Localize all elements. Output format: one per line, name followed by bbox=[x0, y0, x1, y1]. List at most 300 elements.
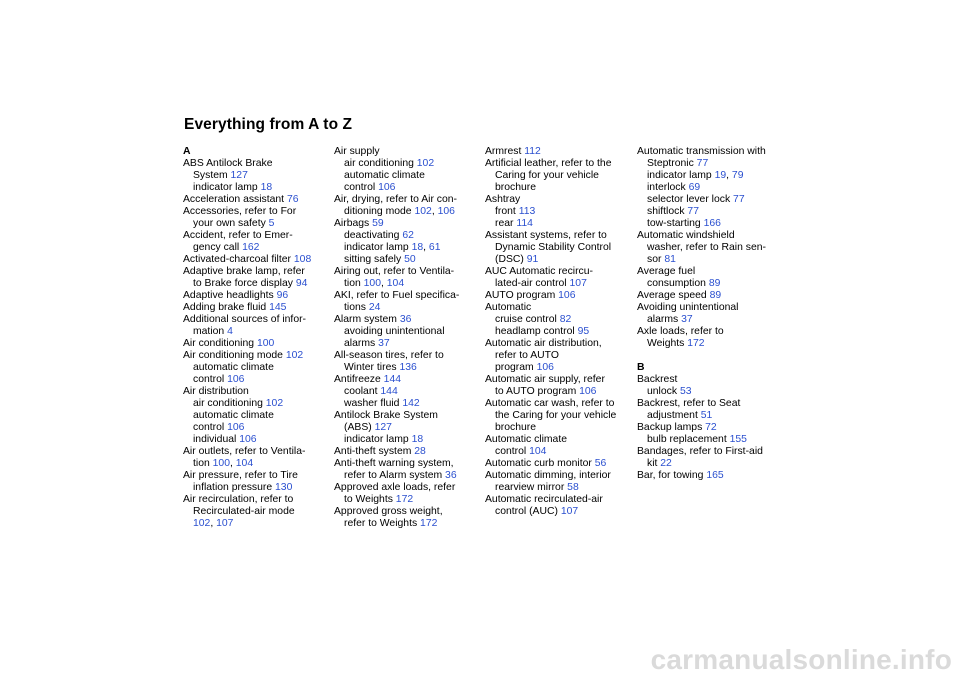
index-entry-text: Adding brake fluid bbox=[183, 302, 270, 313]
page-reference-link[interactable]: 104 bbox=[386, 278, 405, 289]
index-entry bbox=[183, 314, 323, 326]
index-entry-text: System bbox=[193, 170, 231, 181]
index-entry-text: Approved axle loads, refer bbox=[334, 482, 456, 493]
index-entry bbox=[637, 374, 777, 386]
index-entry-text: alarms bbox=[344, 338, 379, 349]
index-entry-text: refer to AUTO bbox=[495, 350, 559, 361]
index-entry bbox=[334, 374, 474, 386]
index-subentry bbox=[637, 314, 777, 326]
page-reference-link[interactable]: 102 bbox=[414, 206, 432, 217]
page-reference-link[interactable]: 172 bbox=[687, 338, 705, 349]
index-entry bbox=[485, 290, 625, 302]
index-entry-text: Winter tires bbox=[344, 362, 400, 373]
index-entry-text: Air outlets, refer to Ventila- bbox=[183, 446, 306, 457]
index-entry-text: ABS Antilock Brake bbox=[183, 158, 273, 169]
index-subentry bbox=[637, 206, 777, 218]
page-reference-link[interactable]: 112 bbox=[524, 146, 541, 157]
index-entry-text: control bbox=[193, 374, 228, 385]
index-entry bbox=[637, 146, 777, 158]
index-entry-text: Caring for your vehicle bbox=[495, 170, 599, 181]
page-reference-link[interactable]: 19 bbox=[714, 170, 727, 181]
index-spacer bbox=[637, 350, 777, 362]
index-entry bbox=[485, 302, 625, 314]
index-entry-text: Air conditioning mode bbox=[183, 350, 286, 361]
index-subentry bbox=[637, 338, 777, 350]
index-entry-text: Artificial leather, refer to the bbox=[485, 158, 612, 169]
index-entry-text: washer fluid bbox=[344, 398, 403, 409]
page-reference-link[interactable]: 144 bbox=[380, 386, 398, 397]
index-entry bbox=[637, 290, 777, 302]
index-entry-text: Approved gross weight, bbox=[334, 506, 443, 517]
index-entry-text: Accessories, refer to For bbox=[183, 206, 297, 217]
index-subentry bbox=[485, 350, 625, 362]
index-entry-text: sitting safely bbox=[344, 254, 405, 265]
index-entry-text: Automatic air distribution, bbox=[485, 338, 602, 349]
page-reference-link[interactable]: 96 bbox=[276, 290, 289, 301]
index-entry bbox=[183, 266, 323, 278]
index-entry bbox=[485, 194, 625, 206]
index-entry-text: Additional sources of infor- bbox=[183, 314, 307, 325]
page-reference-link[interactable]: 104 bbox=[235, 458, 254, 469]
page-reference-link[interactable]: 18 bbox=[411, 434, 424, 445]
index-entry-text: Dynamic Stability Control bbox=[495, 242, 612, 253]
index-subentry bbox=[485, 506, 625, 518]
page-reference-link[interactable]: 37 bbox=[681, 314, 693, 325]
index-entry bbox=[334, 446, 474, 458]
page-reference-link[interactable]: 114 bbox=[516, 218, 533, 229]
index-entry bbox=[334, 194, 474, 206]
index-entry-text: selector lever lock bbox=[647, 194, 734, 205]
index-subentry: tion 100, 104 bbox=[344, 278, 405, 289]
index-entry-text: Accident, refer to Emer- bbox=[183, 230, 293, 241]
index-entry bbox=[485, 494, 625, 506]
index-subentry bbox=[637, 194, 777, 206]
page-reference-link[interactable]: 37 bbox=[378, 338, 390, 349]
index-entry-text: indicator lamp bbox=[344, 434, 412, 445]
index-entry bbox=[485, 338, 625, 350]
page-reference-link[interactable]: 162 bbox=[242, 242, 260, 253]
index-subentry bbox=[334, 158, 474, 170]
index-entry bbox=[334, 290, 474, 302]
page-reference-link[interactable]: 130 bbox=[275, 482, 293, 493]
index-subentry bbox=[485, 362, 625, 374]
index-entry bbox=[334, 350, 474, 362]
index-entry bbox=[334, 218, 474, 230]
index-entry-text: gency call bbox=[193, 242, 243, 253]
index-entry-text: rearview mirror bbox=[495, 482, 568, 493]
index-entry-text: Activated-charcoal filter bbox=[183, 254, 294, 265]
index-subentry bbox=[485, 326, 625, 338]
page-reference-link[interactable]: 102 bbox=[416, 158, 435, 169]
index-subentry bbox=[334, 326, 474, 338]
index-entry-text: indicator lamp bbox=[344, 242, 412, 253]
index-entry-text: Air supply bbox=[334, 146, 380, 157]
index-entry bbox=[637, 398, 777, 410]
page-reference-link[interactable]: 144 bbox=[383, 374, 402, 385]
index-entry-text: Anti-theft system bbox=[334, 446, 415, 457]
page-reference-link[interactable]: 155 bbox=[729, 434, 747, 445]
index-entry bbox=[334, 410, 474, 422]
index-entry bbox=[485, 374, 625, 386]
page-reference-link[interactable]: 72 bbox=[705, 422, 717, 433]
index-entry-text: Airbags bbox=[334, 218, 373, 229]
page-reference-link[interactable]: 77 bbox=[687, 206, 699, 217]
index-entry-text: air conditioning bbox=[193, 398, 266, 409]
watermark-text: carmanualsonline.info bbox=[650, 644, 952, 675]
index-subentry bbox=[183, 362, 323, 374]
index-entry-text: individual bbox=[193, 434, 240, 445]
page-title: Everything from A to Z bbox=[184, 116, 353, 133]
index-entry-text: Acceleration assistant bbox=[183, 194, 287, 205]
index-letter-heading bbox=[637, 362, 777, 374]
page-reference-link[interactable]: 107 bbox=[216, 518, 234, 529]
index-subentry: indicator lamp 19, 79 bbox=[647, 170, 744, 181]
index-entry bbox=[183, 350, 323, 362]
page-reference-link[interactable]: 106 bbox=[227, 422, 245, 433]
page-reference-link[interactable]: 59 bbox=[372, 218, 384, 229]
index-subentry bbox=[183, 182, 323, 194]
index-entry-text: Adaptive brake lamp, refer bbox=[183, 266, 305, 277]
index-entry-text: Airing out, refer to Ventila- bbox=[334, 266, 455, 277]
page-reference-link[interactable]: 127 bbox=[230, 170, 248, 181]
page-reference-link[interactable]: 56 bbox=[594, 458, 607, 469]
page-reference-link[interactable]: 91 bbox=[526, 254, 539, 265]
index-subentry bbox=[485, 206, 625, 218]
page-reference-link[interactable]: 69 bbox=[688, 182, 701, 193]
page-reference-link[interactable]: 51 bbox=[700, 410, 713, 421]
page-reference-link[interactable]: 145 bbox=[269, 302, 287, 313]
index-subentry bbox=[637, 458, 777, 470]
index-entry-text: (DSC) bbox=[495, 254, 527, 265]
index-subentry: 102, 107 bbox=[193, 518, 234, 529]
page-reference-link[interactable]: 136 bbox=[399, 362, 417, 373]
index-entry-text: ditioning mode bbox=[344, 206, 415, 217]
page-reference-link[interactable]: 107 bbox=[569, 278, 587, 289]
index-subentry bbox=[334, 170, 474, 182]
index-entry-text: kit bbox=[647, 458, 661, 469]
page-reference-link[interactable]: 18 bbox=[411, 242, 424, 253]
index-entry-text: B bbox=[637, 362, 645, 373]
index-letter-heading bbox=[183, 146, 323, 158]
index-entry-text: Automatic dimming, interior bbox=[485, 470, 611, 481]
page-reference-link[interactable]: 166 bbox=[703, 218, 721, 229]
index-subentry bbox=[485, 314, 625, 326]
page-reference-link[interactable]: 36 bbox=[445, 470, 457, 481]
index-subentry bbox=[334, 338, 474, 350]
index-entry-text: indicator lamp bbox=[647, 170, 715, 181]
index-entry bbox=[183, 290, 323, 302]
page-reference-link[interactable]: 76 bbox=[286, 194, 299, 205]
index-subentry bbox=[183, 326, 323, 338]
index-entry-text: Ashtray bbox=[485, 194, 521, 205]
index-entry-text: Automatic windshield bbox=[637, 230, 735, 241]
index-entry-text: Backup lamps bbox=[637, 422, 706, 433]
page-reference-link[interactable]: 77 bbox=[696, 158, 709, 169]
index-entry bbox=[485, 230, 625, 242]
index-entry-text: tion bbox=[344, 278, 364, 289]
index-subentry bbox=[183, 374, 323, 386]
index-entry bbox=[334, 482, 474, 494]
index-entry-text: lated-air control bbox=[495, 278, 570, 289]
index-subentry bbox=[334, 182, 474, 194]
index-entry-text: Air, drying, refer to Air con- bbox=[334, 194, 458, 205]
index-subentry bbox=[183, 434, 323, 446]
index-subentry bbox=[485, 218, 625, 230]
page-reference-link[interactable]: 106 bbox=[227, 374, 245, 385]
index-entry-text: Antilock Brake System bbox=[334, 410, 438, 421]
index-subentry bbox=[334, 422, 474, 434]
index-entry-text: Automatic air supply, refer bbox=[485, 374, 605, 385]
index-entry-text: Automatic bbox=[485, 302, 532, 313]
index-entry-text: Armrest bbox=[485, 146, 525, 157]
page-reference-link[interactable]: 77 bbox=[733, 194, 745, 205]
page-reference-link[interactable]: 113 bbox=[518, 206, 536, 217]
index-entry bbox=[637, 326, 777, 338]
index-entry-text: to Weights bbox=[344, 494, 396, 505]
page-reference-link[interactable]: 102 bbox=[265, 398, 284, 409]
index-subentry bbox=[485, 410, 625, 422]
index-entry bbox=[334, 314, 474, 326]
index-entry-text: to Brake force display bbox=[193, 278, 296, 289]
index-subentry: ditioning mode 102, 106 bbox=[344, 206, 455, 217]
index-entry-text: cruise control bbox=[495, 314, 560, 325]
index-entry-text: Adaptive headlights bbox=[183, 290, 277, 301]
index-subentry bbox=[485, 278, 625, 290]
index-entry-text: All-season tires, refer to bbox=[334, 350, 444, 361]
index-entry-text: automatic climate bbox=[193, 362, 274, 373]
index-entry-text: Weights bbox=[647, 338, 688, 349]
page-reference-link[interactable]: 100 bbox=[256, 338, 275, 349]
page-reference-link[interactable]: 142 bbox=[402, 398, 420, 409]
index-entry bbox=[334, 266, 474, 278]
index-entry-text: Automatic curb monitor bbox=[485, 458, 595, 469]
index-subentry bbox=[637, 434, 777, 446]
index-column-4 bbox=[637, 146, 777, 482]
index-entry bbox=[485, 458, 625, 470]
index-entry-text: Automatic recirculated-air bbox=[485, 494, 603, 505]
index-entry-text: AUC Automatic recircu- bbox=[485, 266, 593, 277]
index-entry-text: indicator lamp bbox=[193, 182, 261, 193]
index-subentry bbox=[183, 482, 323, 494]
index-subentry bbox=[183, 422, 323, 434]
page-reference-link[interactable]: 106 bbox=[437, 206, 455, 217]
index-entry bbox=[183, 446, 323, 458]
index-entry-text: Air recirculation, refer to bbox=[183, 494, 294, 505]
index-entry-text: Recirculated-air mode bbox=[193, 506, 295, 517]
index-entry-text: mation bbox=[193, 326, 228, 337]
index-entry bbox=[334, 506, 474, 518]
index-entry-text: Avoiding unintentional bbox=[637, 302, 739, 313]
page-reference-link[interactable]: 107 bbox=[560, 506, 579, 517]
index-entry-text: Axle loads, refer to bbox=[637, 326, 724, 337]
index-entry-text: sor bbox=[647, 254, 665, 265]
index-entry-text: A bbox=[183, 146, 191, 157]
index-subentry bbox=[334, 302, 474, 314]
index-subentry bbox=[183, 506, 323, 518]
page-reference-link[interactable]: 24 bbox=[368, 302, 381, 313]
index-entry-text: unlock bbox=[647, 386, 680, 397]
page-reference-link[interactable]: 127 bbox=[374, 422, 392, 433]
index-subentry bbox=[637, 182, 777, 194]
index-entry-text: AUTO program bbox=[485, 290, 559, 301]
index-entry bbox=[637, 302, 777, 314]
index-column-2 bbox=[334, 146, 474, 530]
index-entry bbox=[485, 266, 625, 278]
index-entry-text: Anti-theft warning system, bbox=[334, 458, 454, 469]
index-subentry bbox=[183, 218, 323, 230]
index-entry-text: deactivating bbox=[344, 230, 403, 241]
index-entry-text: Bandages, refer to First-aid bbox=[637, 446, 763, 457]
page-reference-link[interactable]: 89 bbox=[708, 278, 721, 289]
page-reference-link[interactable]: 22 bbox=[660, 458, 672, 469]
page-reference-link[interactable]: 4 bbox=[227, 326, 233, 337]
index-entry bbox=[637, 470, 777, 482]
index-entry-text: Automatic climate bbox=[485, 434, 567, 445]
index-entry bbox=[485, 434, 625, 446]
page-reference-link[interactable]: 58 bbox=[567, 482, 579, 493]
index-entry bbox=[183, 494, 323, 506]
index-entry-text: inflation pressure bbox=[193, 482, 276, 493]
page-reference-link[interactable]: 104 bbox=[529, 446, 547, 457]
index-subentry bbox=[183, 242, 323, 254]
page-reference-link[interactable]: 102 bbox=[193, 518, 211, 529]
index-subentry bbox=[485, 242, 625, 254]
index-subentry bbox=[334, 518, 474, 530]
index-entry-text: your own safety bbox=[193, 218, 269, 229]
index-entry-text: consumption bbox=[647, 278, 709, 289]
page-reference-link[interactable]: 62 bbox=[402, 230, 414, 241]
index-entry-text: Antifreeze bbox=[334, 374, 384, 385]
index-entry bbox=[637, 422, 777, 434]
index-entry-text: automatic climate bbox=[344, 170, 425, 181]
page-reference-link[interactable]: 106 bbox=[536, 362, 554, 373]
page-reference-link[interactable]: 82 bbox=[559, 314, 572, 325]
index-subentry bbox=[637, 386, 777, 398]
index-subentry bbox=[485, 254, 625, 266]
index-entry bbox=[183, 254, 323, 266]
index-entry bbox=[183, 194, 323, 206]
page-reference-link[interactable]: 172 bbox=[395, 494, 414, 505]
index-subentry: tion 100, 104 bbox=[193, 458, 254, 469]
index-subentry bbox=[485, 170, 625, 182]
index-entry-text: Air pressure, refer to Tire bbox=[183, 470, 298, 481]
page-reference-link[interactable]: 79 bbox=[731, 170, 744, 181]
index-entry-text: air conditioning bbox=[344, 158, 417, 169]
page-reference-link[interactable]: 95 bbox=[577, 326, 590, 337]
index-subentry bbox=[485, 482, 625, 494]
page-reference-link[interactable]: 94 bbox=[295, 278, 308, 289]
index-entry bbox=[334, 458, 474, 470]
index-entry-text: coolant bbox=[344, 386, 381, 397]
index-subentry bbox=[637, 410, 777, 422]
page-reference-link[interactable]: 102 bbox=[285, 350, 304, 361]
index-entry-text: Steptronic bbox=[647, 158, 697, 169]
index-entry-text: washer, refer to Rain sen- bbox=[647, 242, 766, 253]
index-subentry bbox=[637, 254, 777, 266]
index-subentry bbox=[485, 182, 625, 194]
index-subentry: indicator lamp 18, 61 bbox=[344, 242, 441, 253]
index-subentry bbox=[485, 422, 625, 434]
index-entry bbox=[183, 230, 323, 242]
index-entry-text: the Caring for your vehicle bbox=[495, 410, 617, 421]
page-reference-link[interactable]: 100 bbox=[212, 458, 230, 469]
index-entry-text: front bbox=[495, 206, 519, 217]
page-reference-link[interactable]: 106 bbox=[239, 434, 257, 445]
index-entry-text: Backrest bbox=[637, 374, 678, 385]
index-entry-text: bulb replacement bbox=[647, 434, 730, 445]
index-entry bbox=[485, 158, 625, 170]
page-reference-link[interactable]: 61 bbox=[428, 242, 441, 253]
index-entry-text: automatic climate bbox=[193, 410, 274, 421]
index-entry-text: headlamp control bbox=[495, 326, 578, 337]
page-reference-link[interactable]: 108 bbox=[293, 254, 312, 265]
page-reference-link[interactable]: 106 bbox=[378, 182, 396, 193]
index-entry-text: Bar, for towing bbox=[637, 470, 707, 481]
page-reference-link[interactable]: 50 bbox=[404, 254, 416, 265]
index-entry-text: Assistant systems, refer to bbox=[485, 230, 607, 241]
index-entry-text: control (AUC) bbox=[495, 506, 561, 517]
index-subentry bbox=[334, 434, 474, 446]
index-subentry bbox=[183, 410, 323, 422]
index-subentry bbox=[183, 170, 323, 182]
page-reference-link[interactable]: 5 bbox=[268, 218, 275, 229]
index-entry bbox=[183, 302, 323, 314]
page-reference-link[interactable]: 18 bbox=[260, 182, 273, 193]
index-entry bbox=[485, 398, 625, 410]
index-subentry bbox=[334, 470, 474, 482]
index-entry-text: to AUTO program bbox=[495, 386, 580, 397]
index-subentry bbox=[334, 398, 474, 410]
index-entry-text: Average fuel bbox=[637, 266, 696, 277]
index-entry bbox=[183, 470, 323, 482]
index-subentry bbox=[334, 230, 474, 242]
index-entry bbox=[637, 266, 777, 278]
index-entry-text: alarms bbox=[647, 314, 682, 325]
index-subentry bbox=[485, 446, 625, 458]
index-entry-text: Air conditioning bbox=[183, 338, 257, 349]
index-entry bbox=[183, 338, 323, 350]
index-subentry bbox=[637, 218, 777, 230]
page-reference-link[interactable]: 165 bbox=[706, 470, 724, 481]
index-entry-text: refer to Weights bbox=[344, 518, 421, 529]
index-subentry bbox=[637, 158, 777, 170]
index-entry-text: tion bbox=[193, 458, 213, 469]
index-entry bbox=[183, 386, 323, 398]
page-reference-link[interactable]: 81 bbox=[664, 254, 676, 265]
page-reference-link[interactable]: 106 bbox=[579, 386, 597, 397]
index-entry-text: program bbox=[495, 362, 537, 373]
index-subentry bbox=[637, 278, 777, 290]
page-reference-link[interactable]: 106 bbox=[558, 290, 576, 301]
index-entry-text: Automatic transmission with bbox=[637, 146, 766, 157]
index-column-3 bbox=[485, 146, 625, 518]
index-entry-text: control bbox=[344, 182, 379, 193]
page-reference-link[interactable]: 36 bbox=[399, 314, 412, 325]
page-reference-link[interactable]: 53 bbox=[679, 386, 692, 397]
index-entry bbox=[183, 206, 323, 218]
index-subentry bbox=[183, 398, 323, 410]
page-reference-link[interactable]: 172 bbox=[420, 518, 438, 529]
index-subentry bbox=[637, 242, 777, 254]
index-entry-text: AKI, refer to Fuel specifica- bbox=[334, 290, 460, 301]
page-reference-link[interactable]: 100 bbox=[363, 278, 381, 289]
page-reference-link[interactable]: 89 bbox=[709, 290, 722, 301]
index-subentry bbox=[334, 254, 474, 266]
index-entry bbox=[637, 230, 777, 242]
index-subentry bbox=[334, 386, 474, 398]
page-reference-link[interactable]: 28 bbox=[414, 446, 426, 457]
index-entry-text: Automatic car wash, refer to bbox=[485, 398, 615, 409]
